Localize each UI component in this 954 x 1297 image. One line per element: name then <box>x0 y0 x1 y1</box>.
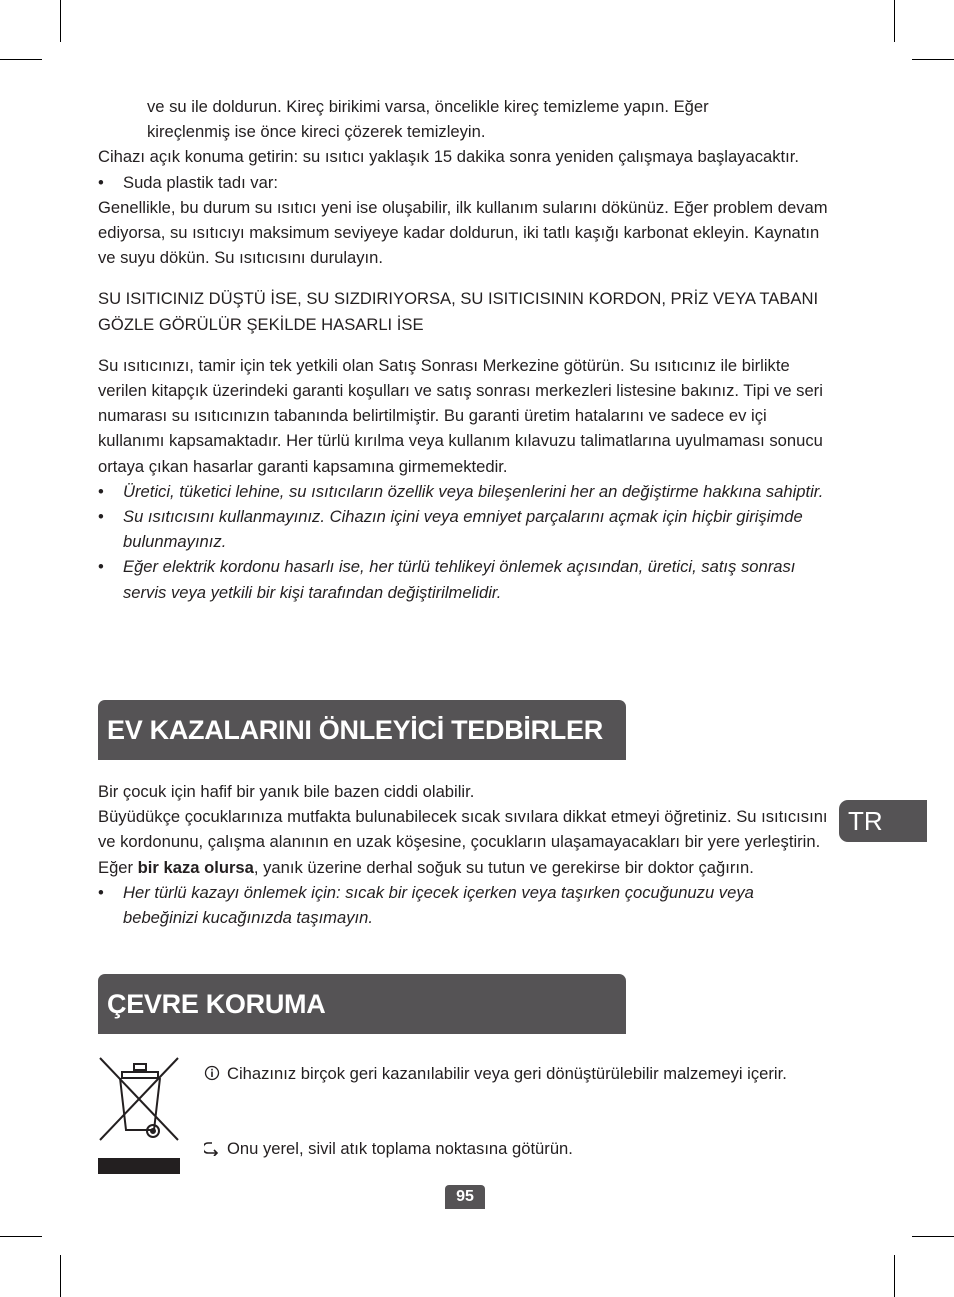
italic-bullet: • Üretici, tüketici lehine, su ısıtıcıların özellik veya bileşenlerini her an değiştirme hakkına sahiptir. <box>98 481 824 501</box>
bullet-item: • Suda plastik tadı var: <box>98 172 278 192</box>
italic-bullet: • Her türlü kazayı önlemek için: sıcak bir içecek içerken veya taşırken çocuğunuzu veya bebeğinizi kucağınızda taşımayın. <box>98 882 754 928</box>
crossed-bin-icon <box>98 1056 180 1174</box>
language-tab: TR <box>839 800 927 842</box>
crop-mark <box>912 59 954 60</box>
arrow-right-icon <box>204 1136 222 1163</box>
paragraph: ve su ile doldurun. Kireç birikimi varsa, öncelikle kireç temizleme yapın. Eğer <box>147 97 709 116</box>
crop-mark <box>60 1255 61 1297</box>
env-item: Cihazınız birçok geri kazanılabilir veya geri dönüştürülebilir malzemeyi içerir. <box>204 1061 824 1086</box>
paragraph: Bir çocuk için hafif bir yanık bile bazen ciddi olabilir. <box>98 782 475 801</box>
paragraph: Büyüdükçe çocuklarınıza mutfakta bulunabilecek sıcak sıvılara dikkat etmeyi öğretiniz. Su ısıtıcısını ve kordonunu, çalışma alanının en uzak köşesine, çocukların ulaşamayacakları bir yere yerleştirin. <box>98 807 828 852</box>
italic-bullet: • Eğer elektrik kordonu hasarlı ise, her türlü tehlikeyi önlemek açısından, üretici, satış sonrası servis veya yetkili bir kişi tarafından değiştirilmelidir. <box>98 557 796 602</box>
italic-bullet: • Su ısıtıcısını kullanmayınız. Cihazın içini veya emniyet parçalarını açmak için hiçbir girişimde bulunmayınız. <box>98 507 803 552</box>
paragraph: Su ısıtıcınızı, tamir için tek yetkili olan Satış Sonrası Merkezine götürün. Su ısıtıcınız ile birlikte verilen kitapçık üzerindeki garanti koşulları ve satış sonrası merkezleri listesine bakınız. Tipi ve seri numarası su ısıtıcınızın tabanında belirtilmiştir. Bu garanti üretim hatalarını ve sadece ev içi kullanımı kapsamaktadır. Her türlü kırılma veya kullanım kılavuzu talimatlarına uyulmaması sonucu ortaya çıkan hasarlar garanti kapsamına girmemektedir. <box>98 355 823 476</box>
crop-mark <box>0 59 42 60</box>
top-section <box>98 94 833 605</box>
caps-heading: SU ISITICINIZ DÜŞTÜ İSE, SU SIZDIRIYORSA, SU ISITICISININ KORDON, PRİZ VEYA TABANI GÖZLE GÖRÜLÜR ŞEKİLDE HASARLI İSE <box>98 289 819 334</box>
crop-mark <box>60 0 61 42</box>
crop-mark <box>894 0 895 42</box>
accident-section <box>98 779 833 930</box>
env-item: Onu yerel, sivil atık toplama noktasına götürün. <box>204 1136 824 1161</box>
crop-mark <box>894 1255 895 1297</box>
paragraph: Genellikle, bu durum su ısıtıcı yeni ise oluşabilir, ilk kullanım sularını dökünüz. Eğer problem devam ediyorsa, su ısıtıcıyı maksimum seviyeye kadar doldurun, iki tatlı kaşığı karbonat ekleyin. Kaynatın ve suyu dökün. Su ısıtıcısını durulayın. <box>98 197 828 268</box>
info-circle-icon <box>204 1061 222 1088</box>
section-heading-accident: EV KAZALARINI ÖNLEYİCİ TEDBİRLER <box>98 700 626 760</box>
section-heading-environment: ÇEVRE KORUMA <box>98 974 626 1034</box>
paragraph: Eğer bir kaza olursa, yanık üzerine derhal soğuk su tutun ve gerekirse bir doktor çağırın. <box>98 857 754 877</box>
paragraph: Cihazı açık konuma getirin: su ısıtıcı yaklaşık 15 dakika sonra yeniden çalışmaya başlayacaktır. <box>98 147 799 167</box>
crop-mark <box>912 1236 954 1237</box>
crop-mark <box>0 1236 42 1237</box>
page-number: 95 <box>445 1185 485 1209</box>
paragraph: kireçlenmiş ise önce kireci çözerek temizleyin. <box>147 122 486 142</box>
